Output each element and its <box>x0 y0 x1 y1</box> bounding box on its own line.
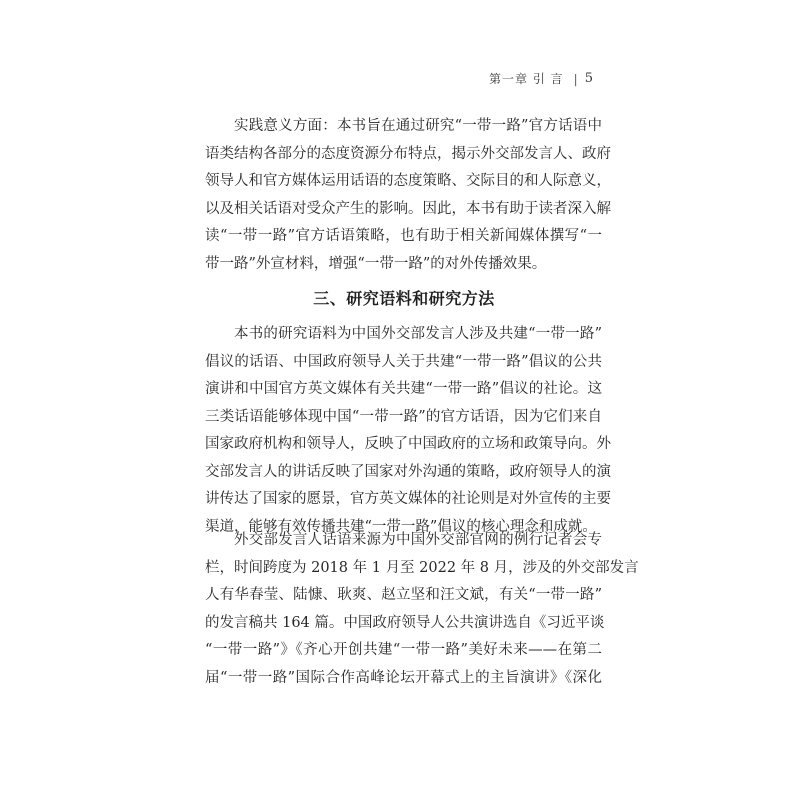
running-head-chapter: 第一章 引 言 <box>489 72 564 86</box>
paragraph-line: 的发言稿共 164 篇。中国政府领导人公共演讲选自《习近平谈 <box>205 614 605 631</box>
paragraph-line: 本书的研究语料为中国外交部发言人涉及共建“一带一路” <box>234 326 602 342</box>
paragraph-line: “一带一路”》《齐心开创共建“一带一路”美好未来——在第二 <box>205 642 602 658</box>
running-head-separator: | <box>573 71 579 86</box>
corpus-sources-paragraph <box>205 527 639 692</box>
paragraph-line: 三类话语能够体现中国“一带一路”的官方话语，因为它们来自 <box>205 408 602 425</box>
paragraph-line: 栏，时间跨度为 2018 年 1 月至 2022 年 8 月，涉及的外交部发言 <box>205 559 639 576</box>
paragraph-line: 演讲和中国官方英文媒体有关共建“一带一路”倡议的社论。这 <box>205 381 602 397</box>
paragraph-line: 倡议的话语、中国政府领导人关于共建“一带一路”倡议的公共 <box>205 353 602 370</box>
paragraph-line: 带一路”外宣材料，增强“一带一路”的对外传播效果。 <box>205 255 547 272</box>
paragraph-line: 以及相关话语对受众产生的影响。因此，本书有助于读者深入解 <box>205 200 611 217</box>
section-heading: 三、研究语料和研究方法 <box>313 289 495 308</box>
practical-significance-paragraph <box>205 113 611 278</box>
paragraph-line: 人有华春莹、陆慷、耿爽、赵立坚和汪文斌，有关“一带一路” <box>205 587 602 603</box>
page-number: 5 <box>584 71 594 86</box>
paragraph-line: 实践意义方面：本书旨在通过研究“一带一路”官方话语中 <box>234 118 602 134</box>
running-head <box>489 70 594 87</box>
paragraph-line: 读“一带一路”官方话语策略，也有助于相关新闻媒体撰写“一 <box>205 228 602 244</box>
paragraph-line: 交部发言人的讲话反映了国家对外沟通的策略，政府领导人的演 <box>205 463 611 480</box>
paragraph-line: 国家政府机构和领导人，反映了中国政府的立场和政策导向。外 <box>205 436 611 452</box>
paragraph-line: 外交部发言人话语来源为中国外交部官网的例行记者会专 <box>234 532 602 548</box>
paragraph-line: 领导人和官方媒体运用话语的态度策略、交际目的和人际意义， <box>205 173 611 189</box>
paragraph-line: 渠道，能够有效传播共建“一带一路”倡议的核心理念和成就。 <box>205 518 597 535</box>
research-corpus-paragraph <box>205 321 611 541</box>
paragraph-line: 语类结构各部分的态度资源分布特点，揭示外交部发言人、政府 <box>205 145 611 162</box>
paragraph-line: 讲传达了国家的愿景，官方英文媒体的社论则是对外宣传的主要 <box>205 491 611 507</box>
paragraph-line: 届“一带一路”国际合作高峰论坛开幕式上的主旨演讲》《深化 <box>205 669 602 686</box>
